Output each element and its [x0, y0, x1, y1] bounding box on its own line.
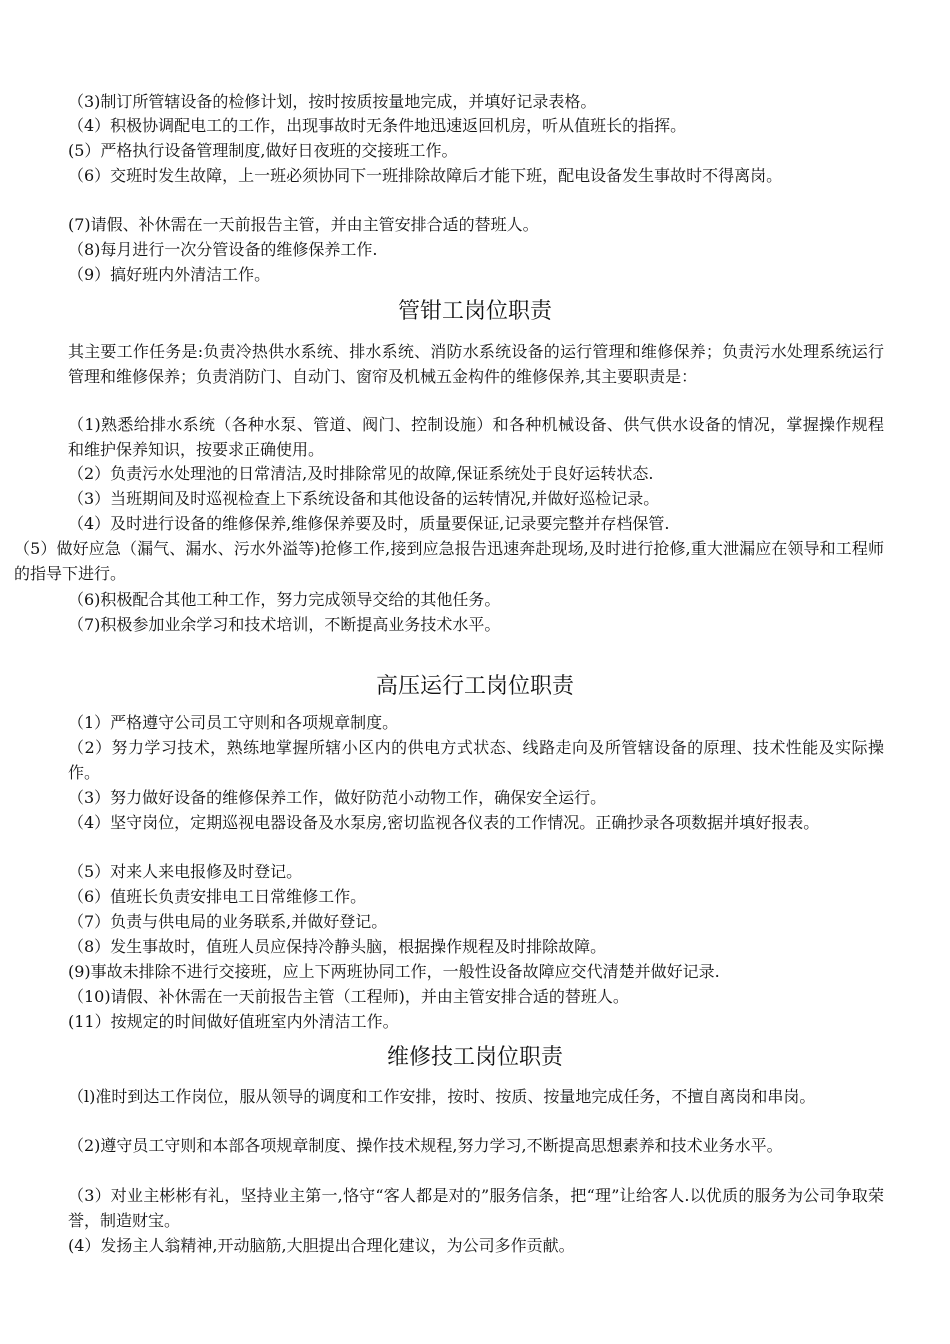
pipefitter-item-5: （5）做好应急（漏气、漏水、污水外溢等)抢修工作,接到应急报告迅速奔赴现场,及时进行抢修,重大泄漏应在领导和工程师的指导下进行。 — [14, 539, 884, 583]
hv-item-3: （3）努力做好设备的维修保养工作，做好防范小动物工作，确保安全运行。 — [68, 788, 607, 807]
hv-item-4: （4）坚守岗位，定期巡视电器设备及水泵房,密切监视各仪表的工作情况。正确抄录各项数据并填好报表。 — [68, 813, 820, 832]
section-title-high-voltage: 高压运行工岗位职责 — [375, 674, 574, 699]
hv-item-1: （1）严格遵守公司员工守则和各项规章制度。 — [68, 713, 399, 732]
pipefitter-item-4: （4）及时进行设备的维修保养,维修保养要及时，质量要保证,记录要完整并存档保管. — [68, 514, 670, 533]
hv-item-8: （8）发生事故时，值班人员应保持冷静头脑，根据操作规程及时排除故障。 — [68, 937, 607, 956]
maint-item-4: (4）发扬主人翁精神,开动脑筋,大胆提出合理化建议，为公司多作贡献。 — [68, 1236, 575, 1255]
pipefitter-item-3: （3）当班期间及时巡视检查上下系统设备和其他设备的运转情况,并做好巡检记录。 — [68, 489, 660, 508]
pipefitter-item-6: （6)积极配合其他工种工作，努力完成领导交给的其他任务。 — [68, 590, 501, 609]
duty-item-8: （8)每月进行一次分管设备的维修保养工作. — [68, 240, 378, 259]
duty-item-5: (5）严格执行设备管理制度,做好日夜班的交接班工作。 — [68, 141, 458, 160]
pipefitter-item-7: （7)积极参加业余学习和技术培训，不断提高业务技术水平。 — [68, 615, 501, 634]
pipefitter-item-1: （1)熟悉给排水系统（各种水泵、管道、阀门、控制设施）和各种机械设备、供气供水设备的情况，掌握操作规程和维护保养知识，按要求正确使用。 — [68, 415, 884, 459]
section-title-maintenance: 维修技工岗位职责 — [386, 1045, 563, 1070]
hv-item-5: （5）对来人来电报修及时登记。 — [68, 862, 303, 881]
pipefitter-intro: 其主要工作任务是:负责冷热供水系统、排水系统、消防水系统设备的运行管理和维修保养；负责污水处理系统运行管理和维修保养；负责消防门、自动门、窗帘及机械五金构件的维修保养,其主要职责是： — [68, 342, 884, 386]
duty-item-3: （3)制订所管辖设备的检修计划，按时按质按量地完成，并填好记录表格。 — [68, 92, 597, 111]
maint-item-1: （l)准时到达工作岗位，服从领导的调度和工作安排，按时、按质、按量地完成任务，不擅自离岗和串岗。 — [68, 1087, 816, 1106]
hv-item-7: （7）负责与供电局的业务联系,并做好登记。 — [68, 912, 388, 931]
pipefitter-item-2: （2）负责污水处理池的日常清洁,及时排除常见的故障,保证系统处于良好运转状态. — [68, 464, 654, 483]
duty-item-6: （6）交班时发生故障，上一班必须协同下一班排除故障后才能下班，配电设备发生事故时不得离岗。 — [68, 166, 783, 185]
hv-item-2: （2）努力学习技术，熟练地掌握所辖小区内的供电方式状态、线路走向及所管辖设备的原理、技术性能及实际操作。 — [68, 738, 884, 782]
duty-item-4: （4）积极协调配电工的工作，出现事故时无条件地迅速返回机房，听从值班长的指挥。 — [68, 116, 687, 135]
duty-item-9: （9）搞好班内外清洁工作。 — [68, 265, 271, 284]
maint-item-2: （2)遵守员工守则和本部各项规章制度、操作技术规程,努力学习,不断提高思想素养和技术业务水平。 — [68, 1136, 783, 1155]
hv-item-11: (11）按规定的时间做好值班室内外清洁工作。 — [68, 1012, 399, 1031]
section-title-pipefitter: 管钳工岗位职责 — [397, 299, 552, 324]
hv-item-9: (9)事故未排除不进行交接班，应上下两班协同工作，一般性设备故障应交代清楚并做好记录. — [68, 962, 720, 981]
hv-item-10: （10)请假、补休需在一天前报告主管（工程师)，并由主管安排合适的替班人。 — [68, 987, 629, 1006]
hv-item-6: （6）值班长负责安排电工日常维修工作。 — [68, 887, 367, 906]
maint-item-3: （3）对业主彬彬有礼，坚持业主第一,恪守“客人都是对的”服务信条，把“理”让给客人.以优质的服务为公司争取荣誉，制造财宝。 — [68, 1186, 884, 1230]
duty-item-7: (7)请假、补休需在一天前报告主管，并由主管安排合适的替班人。 — [68, 215, 539, 234]
